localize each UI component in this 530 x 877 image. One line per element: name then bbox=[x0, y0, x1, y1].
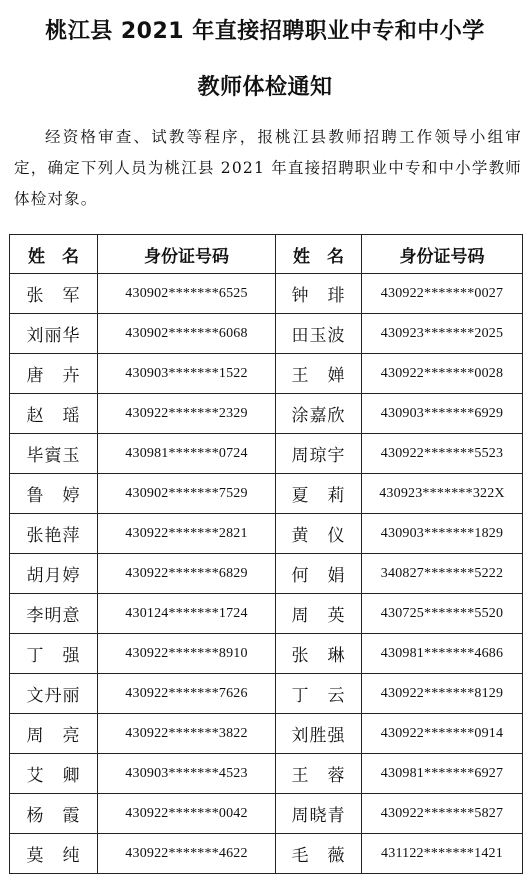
cell-id-number: 430922*******8910 bbox=[98, 634, 276, 674]
cell-name: 张艳萍 bbox=[10, 514, 98, 554]
cell-name: 鲁 婷 bbox=[10, 474, 98, 514]
cell-name: 唐 卉 bbox=[10, 354, 98, 394]
table-row bbox=[10, 794, 523, 834]
cell-name: 夏 莉 bbox=[276, 474, 362, 514]
cell-id-number: 430922*******2329 bbox=[98, 394, 276, 434]
cell-name: 毛 薇 bbox=[276, 834, 362, 874]
header-name-2: 姓 名 bbox=[276, 235, 362, 274]
header-name-1: 姓 名 bbox=[10, 235, 98, 274]
cell-id-number: 430922*******3822 bbox=[98, 714, 276, 754]
cell-id-number: 430922*******7626 bbox=[98, 674, 276, 714]
cell-id-number: 430922*******4622 bbox=[98, 834, 276, 874]
cell-name: 张 琳 bbox=[276, 634, 362, 674]
table-row bbox=[10, 314, 523, 354]
cell-id-number: 430922*******2821 bbox=[98, 514, 276, 554]
cell-name: 黄 仪 bbox=[276, 514, 362, 554]
cell-id-number: 430922*******5523 bbox=[362, 434, 523, 474]
table-row bbox=[10, 754, 523, 794]
cell-id-number: 430981*******0724 bbox=[98, 434, 276, 474]
cell-name: 赵 瑶 bbox=[10, 394, 98, 434]
notice-paragraph: 经资格审查、试教等程序，报桃江县教师招聘工作领导小组审定，确定下列人员为桃江县 2021 年直接招聘职业中专和中小学教师体检对象。 bbox=[14, 128, 522, 208]
cell-id-number: 430903*******1829 bbox=[362, 514, 523, 554]
cell-id-number: 431122*******1421 bbox=[362, 834, 523, 874]
cell-name: 周琼宇 bbox=[276, 434, 362, 474]
cell-name: 刘胜强 bbox=[276, 714, 362, 754]
candidate-table bbox=[9, 234, 523, 874]
cell-id-number: 430923*******322X bbox=[362, 474, 523, 514]
table-row bbox=[10, 634, 523, 674]
cell-name: 周 亮 bbox=[10, 714, 98, 754]
cell-name: 毕賨玉 bbox=[10, 434, 98, 474]
cell-name: 丁 强 bbox=[10, 634, 98, 674]
cell-id-number: 430922*******0042 bbox=[98, 794, 276, 834]
cell-id-number: 430922*******5827 bbox=[362, 794, 523, 834]
cell-name: 钟 琲 bbox=[276, 274, 362, 314]
document-title-line-2: 教师体检通知 bbox=[197, 75, 333, 100]
table-header-row bbox=[10, 235, 523, 274]
cell-id-number: 430903*******6929 bbox=[362, 394, 523, 434]
cell-name: 涂嘉欣 bbox=[276, 394, 362, 434]
table-row bbox=[10, 514, 523, 554]
table-row bbox=[10, 434, 523, 474]
cell-id-number: 430903*******4523 bbox=[98, 754, 276, 794]
cell-name: 周晓青 bbox=[276, 794, 362, 834]
cell-name: 王 蓉 bbox=[276, 754, 362, 794]
table-row bbox=[10, 274, 523, 314]
header-id-2: 身份证号码 bbox=[362, 235, 523, 274]
cell-id-number: 430922*******6829 bbox=[98, 554, 276, 594]
cell-id-number: 430902*******6525 bbox=[98, 274, 276, 314]
cell-name: 杨 霞 bbox=[10, 794, 98, 834]
table-row bbox=[10, 714, 523, 754]
cell-id-number: 430922*******0027 bbox=[362, 274, 523, 314]
cell-name: 田玉波 bbox=[276, 314, 362, 354]
cell-id-number: 430903*******1522 bbox=[98, 354, 276, 394]
header-id-1: 身份证号码 bbox=[98, 235, 276, 274]
cell-name: 周 英 bbox=[276, 594, 362, 634]
cell-id-number: 430981*******4686 bbox=[362, 634, 523, 674]
table-row bbox=[10, 834, 523, 874]
cell-name: 莫 纯 bbox=[10, 834, 98, 874]
cell-name: 丁 云 bbox=[276, 674, 362, 714]
document-title-line-1: 桃江县 2021 年直接招聘职业中专和中小学 bbox=[45, 19, 485, 44]
table-row bbox=[10, 474, 523, 514]
table-row bbox=[10, 594, 523, 634]
cell-id-number: 430923*******2025 bbox=[362, 314, 523, 354]
cell-id-number: 340827*******5222 bbox=[362, 554, 523, 594]
cell-name: 王 婵 bbox=[276, 354, 362, 394]
table-row bbox=[10, 554, 523, 594]
cell-name: 何 娟 bbox=[276, 554, 362, 594]
cell-id-number: 430124*******1724 bbox=[98, 594, 276, 634]
cell-name: 艾 卿 bbox=[10, 754, 98, 794]
cell-id-number: 430902*******6068 bbox=[98, 314, 276, 354]
cell-id-number: 430725*******5520 bbox=[362, 594, 523, 634]
table-row bbox=[10, 394, 523, 434]
cell-id-number: 430922*******0914 bbox=[362, 714, 523, 754]
table-row bbox=[10, 674, 523, 714]
cell-name: 文丹丽 bbox=[10, 674, 98, 714]
cell-name: 李明意 bbox=[10, 594, 98, 634]
cell-name: 胡月婷 bbox=[10, 554, 98, 594]
cell-id-number: 430922*******0028 bbox=[362, 354, 523, 394]
cell-id-number: 430922*******8129 bbox=[362, 674, 523, 714]
cell-id-number: 430902*******7529 bbox=[98, 474, 276, 514]
table-row bbox=[10, 354, 523, 394]
cell-name: 刘丽华 bbox=[10, 314, 98, 354]
cell-id-number: 430981*******6927 bbox=[362, 754, 523, 794]
cell-name: 张 军 bbox=[10, 274, 98, 314]
